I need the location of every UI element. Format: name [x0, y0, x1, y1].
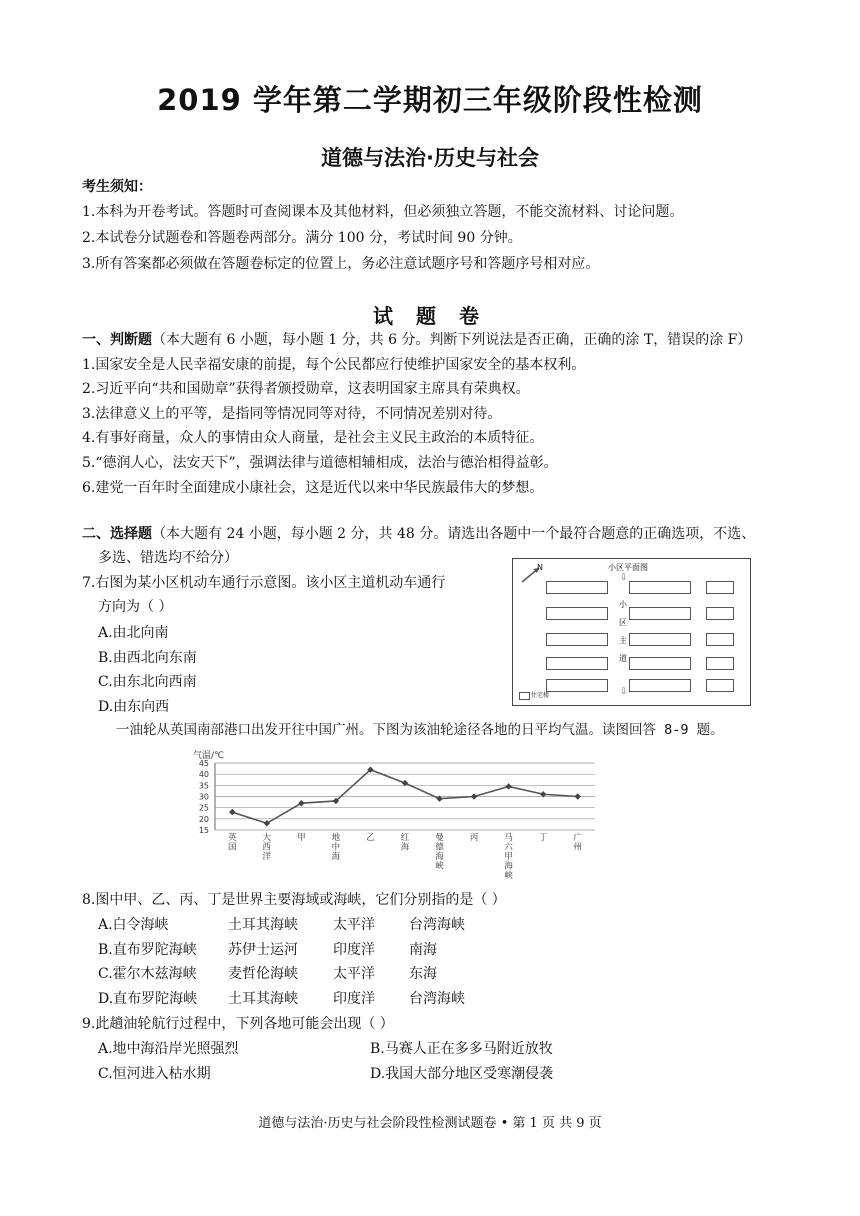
- q9-option-b: B.马赛人正在多多马附近放牧: [370, 1041, 553, 1057]
- x-tick-label: 丙: [469, 833, 479, 843]
- q7-stem: 7.右图为某小区机动车通行示意图。该小区主道机动车通行: [82, 575, 446, 591]
- q9-stem: 9.此趟油轮航行过程中，下列各地可能会出现（ ）: [82, 1016, 394, 1032]
- q8-b-4: 南海: [409, 942, 437, 958]
- part1-header: [82, 331, 751, 349]
- exam-subtitle: 道德与法治·历史与社会: [321, 146, 539, 170]
- page-footer: 道德与法治·历史与社会阶段性检测试题卷 • 第 1 页 共 9 页: [258, 1116, 602, 1131]
- x-tick-label: 曼德海峡: [435, 833, 444, 872]
- building: [546, 679, 608, 692]
- data-point: [229, 809, 235, 815]
- y-tick-label: 15: [198, 826, 209, 835]
- building: [546, 607, 608, 620]
- q8-a-3: 太平洋: [333, 917, 375, 933]
- building: [546, 581, 608, 594]
- building: [629, 581, 691, 594]
- part1-desc: （本大题有 6 小题，每小题 1 分，共 6 分。判断下列说法是否正确，正确的涂 T，错误的涂 F）: [152, 332, 752, 348]
- exam-title: 2019 学年第二学期初三年级阶段性检测: [157, 83, 703, 117]
- building: [706, 581, 734, 594]
- x-tick-label: 红海: [400, 833, 410, 853]
- x-tick-label: 大西洋: [262, 833, 272, 862]
- building: [706, 607, 734, 620]
- building: [629, 633, 691, 646]
- q89-intro: 一油轮从英国南部港口出发开往中国广州。下图为该油轮途径各地的日平均气温。读图回答 8-9 题。: [116, 722, 724, 738]
- x-tick-label: 甲: [297, 833, 306, 843]
- flow-arrow-icon: ⇩: [620, 573, 628, 583]
- building: [629, 679, 691, 692]
- data-point: [264, 820, 270, 826]
- data-point: [298, 800, 304, 806]
- temperature-chart: [170, 748, 610, 888]
- part1-heading: 一、判断题: [82, 332, 152, 348]
- legend-swatch: [519, 692, 530, 700]
- north-arrow-icon: [519, 563, 549, 585]
- q8-b-1: B.直布罗陀海峡: [98, 942, 197, 958]
- building: [546, 657, 608, 670]
- q8-d-3: 印度洋: [333, 991, 375, 1007]
- data-point: [505, 783, 511, 789]
- y-tick-label: 35: [198, 781, 209, 791]
- map-title: 小区平面图: [608, 563, 648, 572]
- building: [629, 657, 691, 670]
- building: [706, 633, 734, 646]
- notice-item: 3.所有答案都必须做在答题卷标定的位置上，务必注意试题序号和答题序号相对应。: [82, 256, 600, 272]
- y-axis-label: 气温/℃: [193, 751, 225, 761]
- judge-item: 1.国家安全是人民幸福安康的前提，每个公民都应行使维护国家安全的基本权利。: [82, 357, 586, 373]
- q8-b-3: 印度洋: [333, 942, 375, 958]
- judge-item: 3.法律意义上的平等，是指同等情况同等对待，不同情况差别对待。: [82, 406, 502, 422]
- x-tick-label: 广州: [573, 833, 582, 853]
- building: [706, 657, 734, 670]
- q8-a-2: 土耳其海峡: [228, 917, 298, 933]
- section-title: 试 题 卷: [373, 304, 487, 328]
- flow-arrow-icon: ⇩: [620, 687, 628, 697]
- road-label: 主: [619, 636, 627, 645]
- building: [706, 679, 734, 692]
- road-label: 区: [619, 618, 627, 627]
- community-map: [512, 558, 751, 706]
- data-point: [575, 793, 581, 799]
- x-tick-label: 丁: [538, 833, 548, 843]
- q8-d-2: 土耳其海峡: [228, 991, 298, 1007]
- building: [629, 607, 691, 620]
- part2-desc: （本大题有 24 小题，每小题 2 分，共 48 分。请选出各题中一个最符合题意的正确选项，不选、: [152, 526, 756, 542]
- x-tick-label: 英国: [228, 833, 237, 853]
- q9-option-a: A.地中海沿岸光照强烈: [98, 1041, 239, 1057]
- part2-heading: 二、选择题: [82, 526, 152, 542]
- q7-option-c: C.由东北向西南: [98, 674, 197, 690]
- north-label: N: [537, 563, 543, 572]
- judge-item: 6.建党一百年时全面建成小康社会，这是近代以来中华民族最伟大的梦想。: [82, 480, 544, 496]
- q8-c-3: 太平洋: [333, 966, 375, 982]
- building: [546, 633, 608, 646]
- x-tick-label: 地中海: [331, 833, 341, 862]
- q8-d-1: D.直布罗陀海峡: [98, 991, 198, 1007]
- notice-item: 2.本试卷分试题卷和答题卷两部分。满分 100 分，考试时间 90 分钟。: [82, 230, 522, 246]
- q8-a-1: A.白令海峡: [98, 917, 169, 933]
- data-point: [471, 793, 477, 799]
- road-label: 道: [619, 654, 627, 663]
- y-tick-label: 45: [198, 759, 209, 768]
- notice-heading: 考生须知：: [82, 179, 152, 195]
- q7-option-b: B.由西北向东南: [98, 650, 197, 666]
- q9-option-c: C.恒河进入枯水期: [98, 1066, 211, 1082]
- q7-stem-cont: 方向为（ ）: [98, 599, 173, 615]
- x-tick-label: 乙: [366, 833, 375, 843]
- y-tick-label: 30: [198, 792, 209, 802]
- q7-option-d: D.由东向西: [98, 699, 170, 715]
- part2-desc-cont: 多选、错选均不给分）: [98, 550, 238, 566]
- q8-b-2: 苏伊士运河: [228, 942, 298, 958]
- judge-item: 4.有事好商量，众人的事情由众人商量，是社会主义民主政治的本质特征。: [82, 430, 544, 446]
- road-label: 小: [619, 600, 627, 609]
- notice-item: 1.本科为开卷考试。答题时可查阅课本及其他材料，但必须独立答题，不能交流材料、讨论问题。: [82, 204, 684, 220]
- judge-item: 5.“德润人心，法安天下”，强调法律与道德相辅相成，法治与德治相得益彰。: [82, 455, 558, 471]
- q8-c-1: C.霍尔木兹海峡: [98, 966, 197, 982]
- y-tick-label: 20: [198, 814, 209, 824]
- q7-option-a: A.由北向南: [98, 625, 169, 641]
- x-tick-label: 马六甲海峡: [504, 833, 513, 881]
- q8-c-2: 麦哲伦海峡: [228, 966, 298, 982]
- part2-header: [82, 525, 755, 543]
- y-tick-label: 40: [198, 770, 209, 780]
- q8-d-4: 台湾海峡: [409, 991, 465, 1007]
- q9-option-d: D.我国大部分地区受寒潮侵袭: [370, 1066, 554, 1082]
- map-legend: 住宅楼: [531, 692, 550, 699]
- y-tick-label: 25: [198, 803, 209, 813]
- judge-item: 2.习近平向“共和国勋章”获得者颁授勋章，这表明国家主席具有荣典权。: [82, 381, 530, 397]
- q8-stem: 8.图中甲、乙、丙、丁是世界主要海域或海峡，它们分别指的是（ ）: [82, 892, 506, 908]
- q8-a-4: 台湾海峡: [409, 917, 465, 933]
- q8-c-4: 东海: [409, 966, 437, 982]
